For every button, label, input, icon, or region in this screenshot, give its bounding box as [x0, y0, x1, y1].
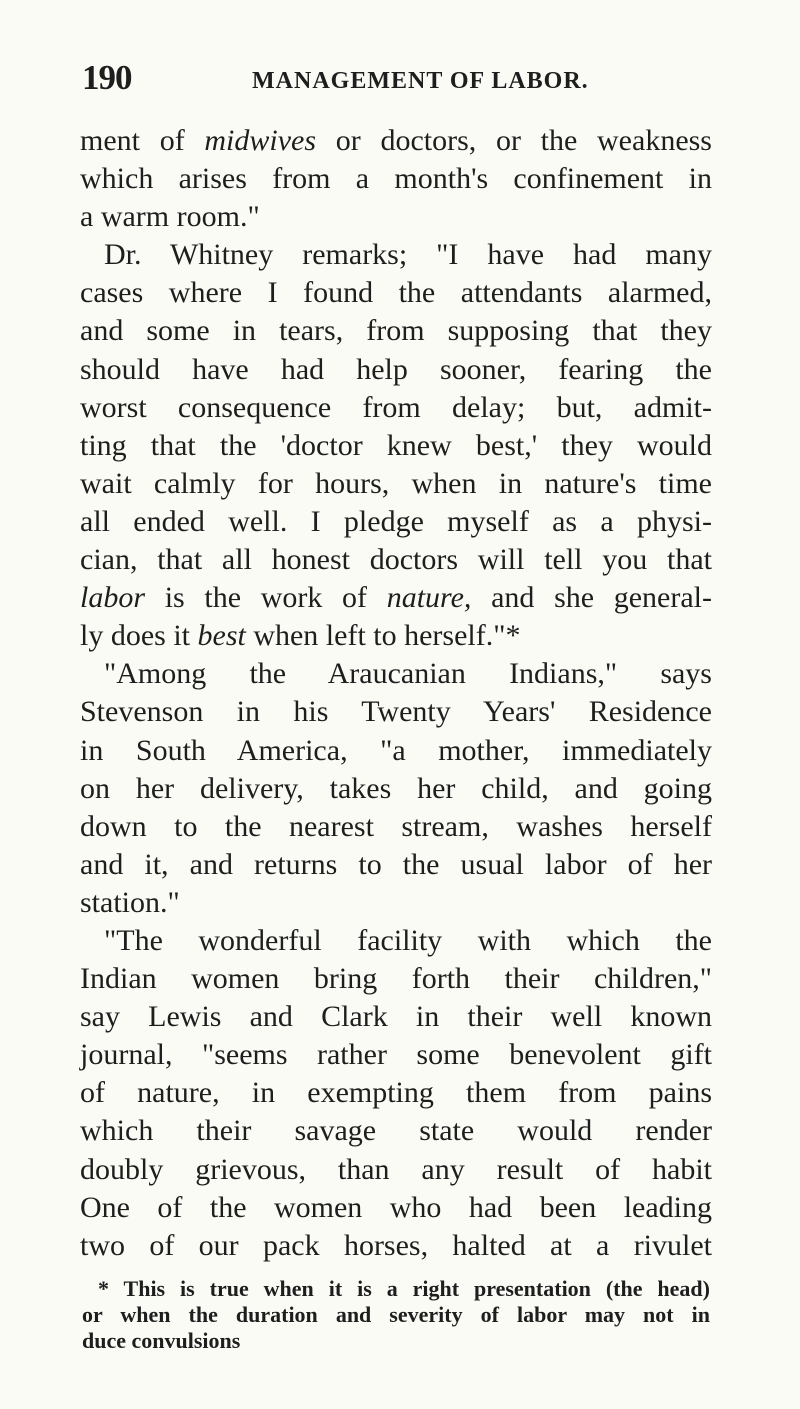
text-line: cases where I found the attendants alarmed, — [80, 276, 712, 310]
text-line: say Lewis and Clark in their well known — [80, 1000, 712, 1034]
text-line: and some in tears, from supposing that they — [80, 314, 712, 348]
text-line: wait calmly for hours, when in nature's time — [80, 466, 712, 500]
body-text — [80, 122, 712, 1265]
text-line: station." — [80, 885, 180, 919]
text-line: all ended well. I pledge myself as a physi- — [80, 504, 712, 538]
text-line: of nature, in exempting them from pains — [80, 1076, 712, 1110]
page-header — [82, 58, 722, 98]
text-line: should have had help sooner, fearing the — [80, 352, 712, 386]
text-line: Dr. Whitney remarks; "I have had many — [104, 238, 712, 272]
text-line: worst consequence from delay; but, admit- — [80, 390, 712, 424]
text-line: in South America, "a mother, immediately — [80, 733, 712, 767]
text-line: which arises from a month's confinement in — [80, 162, 712, 196]
text-line: on her delivery, takes her child, and going — [80, 771, 712, 805]
text-line: journal, "seems rather some benevolent gift — [80, 1038, 712, 1072]
text-line: "Among the Araucanian Indians," says — [104, 657, 712, 691]
footnote — [82, 1276, 710, 1354]
text-line: ting that the 'doctor knew best,' they would — [80, 428, 712, 462]
running-head: MANAGEMENT OF LABOR. — [252, 68, 589, 94]
text-line: doubly grievous, than any result of habit — [80, 1152, 712, 1186]
text-line: cian, that all honest doctors will tell you that — [80, 543, 712, 577]
text-line: down to the nearest stream, washes herself — [80, 809, 712, 843]
text-line: and it, and returns to the usual labor of her — [80, 847, 712, 881]
text-line: labor is the work of nature, and she general- — [80, 581, 712, 615]
footnote-line: * This is true when it is a right presentation (the head) — [98, 1276, 710, 1301]
text-line: Stevenson in his Twenty Years' Residence — [80, 695, 712, 729]
text-line: One of the women who had been leading — [80, 1190, 712, 1224]
text-line: "The wonderful facility with which the — [104, 923, 712, 957]
text-line: which their savage state would render — [80, 1114, 712, 1148]
text-line: two of our pack horses, halted at a rivulet — [80, 1228, 712, 1262]
text-line: ment of midwives or doctors, or the weakness — [80, 124, 712, 157]
footnote-line: duce convulsions — [82, 1328, 241, 1353]
text-line: Indian women bring forth their children," — [80, 962, 712, 996]
text-line: ly does it best when left to herself."* — [80, 619, 521, 653]
footnote-line: or when the duration and severity of labor may not in — [82, 1302, 710, 1327]
page-number: 190 — [82, 58, 132, 97]
text-line: a warm room." — [80, 200, 260, 234]
